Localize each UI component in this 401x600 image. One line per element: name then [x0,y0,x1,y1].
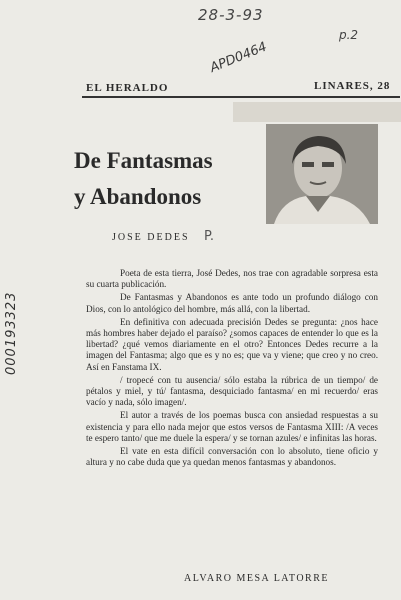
article-title-line1: De Fantasmas [74,148,213,173]
handwritten-side-code: 000193323 [4,291,19,375]
portrait-image [266,124,378,224]
paragraph: / tropecé con tu ausencia/ sólo estaba la rúbrica de un tiempo/ de pétalos y miel, y tú/ fantasma, desquiciado fantasma/ en mi recuerdo/ eras vacío y nada, sólo imagen/. [86,374,378,408]
city-page: LINARES, 28 [314,80,391,92]
handwritten-date: 28-3-93 [198,6,264,24]
paragraph: El autor a través de los poemas busca con ansiedad respuestas a su existencia y para ello nada mejor que estos versos de Fantasma XIII: /A veces te espero tanto/ que me duele la espera/ y se tornan azules/ e infinitas las horas. [86,410,378,443]
article-byline: JOSE DEDES [112,232,190,243]
handwritten-page-mark: p.2 [339,28,359,42]
newspaper-name: EL HERALDO [86,82,169,94]
handwritten-stamp-code: APD0464 [208,39,270,76]
article-body [86,268,378,470]
paragraph: En definitiva con adecuada precisión Dedes se pregunta: ¿nos hace más hombres haber dejado el paraíso? ¿somos capaces de entender lo que es la libertad? ¿qué vemos diariamente en el otro? Entonces Dedes recurre a la imagen del Fantasma; algo que es y no es; que va y viene; que creo y no creo. Así en Fanstama IX. [86,316,378,372]
masthead-rule [82,96,400,98]
paragraph: De Fantasmas y Abandonos es ante todo un profundo diálogo con Dios, con lo antológico del hombre, más allá, con la libertad. [86,292,378,314]
bleed-through-area [233,102,401,122]
paragraph: El vate en esta difícil conversación con lo absoluto, tiene oficio y altura y no cabe duda que ya quedan menos fantasmas y abandonos. [86,446,378,468]
author-photo [266,124,378,224]
handwritten-byline-mark: P. [204,229,214,244]
article-signature: ALVARO MESA LATORRE [184,573,330,584]
article-title-line2: y Abandonos [74,184,202,209]
paragraph: Poeta de esta tierra, José Dedes, nos trae con agradable sorpresa esta su cuarta publicación. [86,268,378,290]
